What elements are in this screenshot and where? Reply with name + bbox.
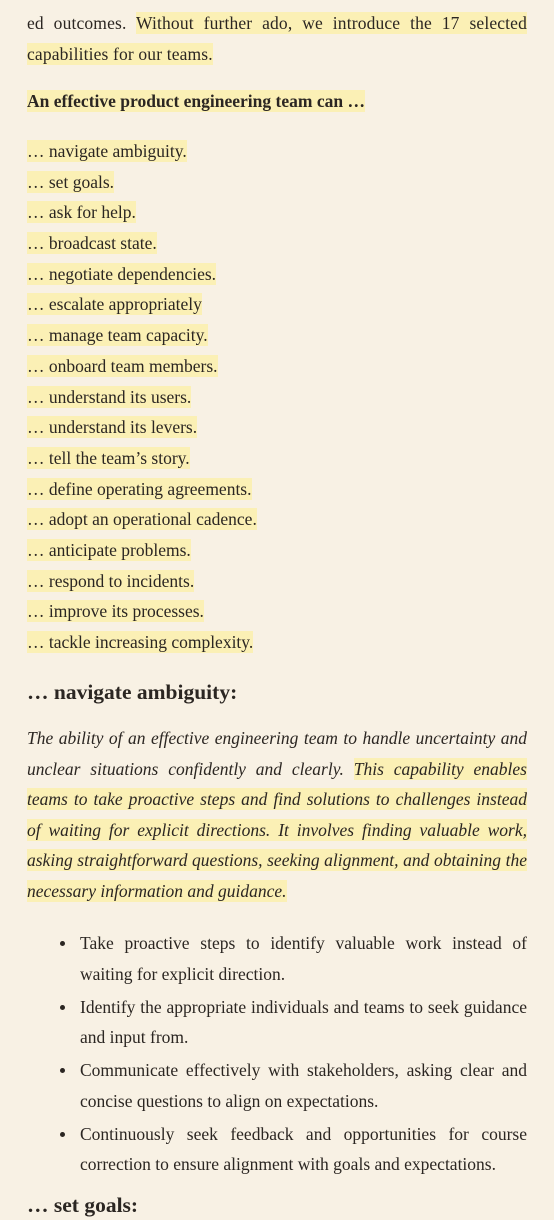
list-item: … respond to incidents.: [27, 570, 195, 591]
list-item: … define operating agreements.: [27, 478, 252, 499]
list-item: … negotiate dependencies.: [27, 263, 217, 284]
list-item: … navigate ambiguity.: [27, 141, 187, 161]
list-item: … manage team capacity.: [27, 325, 208, 346]
list-item: … ask for help.: [27, 202, 136, 223]
next-section-heading: [27, 1190, 327, 1217]
list-item: … tell the team’s story.: [27, 447, 190, 468]
list-lead-heading-text: An effective product engineering team can …: [27, 91, 365, 111]
capability-definition: [27, 723, 527, 906]
intro-paragraph: [27, 8, 527, 70]
definition-text-highlighted: This capability enables teams to take proactive steps and find solutions to challenges instead of waiting for explicit directions. It involves finding valuable work, asking straightforward questions, seeking alignment, and obtaining the necessary information and guidance.: [27, 758, 527, 901]
list-item: … onboard team members.: [27, 355, 218, 376]
next-section-heading-text: … set goals:: [27, 1193, 139, 1217]
list-item: … tackle increasing complexity.: [27, 632, 254, 652]
list-item: … adopt an operational cadence.: [27, 509, 257, 530]
list-item: … set goals.: [27, 171, 115, 192]
list-item: … anticipate problems.: [27, 539, 191, 560]
bullet-dot-icon: [60, 941, 65, 946]
list-item: … understand its users.: [27, 386, 192, 407]
bullet-item: Communicate effectively with stakeholders, asking clear and concise questions to align on expectations.: [60, 1055, 527, 1116]
bullet-item: Identify the appropriate individuals and teams to seek guidance and input from.: [60, 992, 527, 1053]
bullet-item: Take proactive steps to identify valuable work instead of waiting for explicit direction.: [60, 928, 527, 989]
list-lead-heading: [27, 88, 365, 114]
list-item: … improve its processes.: [27, 601, 204, 622]
intro-text-highlighted: Without further ado, we introduce the 17 selected capabilities for our teams.: [27, 13, 527, 64]
capabilities-list: [27, 138, 257, 660]
list-item: … escalate appropriately: [27, 294, 202, 315]
list-item: … broadcast state.: [27, 233, 157, 254]
bullet-dot-icon: [60, 1132, 65, 1137]
bullet-dot-icon: [60, 1005, 65, 1010]
bullet-item: Continuously seek feedback and opportunities for course correction to ensure alignment with goals and expectations.: [60, 1119, 527, 1180]
intro-text-plain: ed outcomes.: [27, 13, 127, 33]
section-heading: … navigate ambiguity:: [27, 680, 238, 704]
definition-text-plain: The ability of an effective engineering team to handle uncertainty and unclear situations confidently and clearly.: [27, 728, 527, 779]
bullet-dot-icon: [60, 1068, 65, 1073]
list-item: … understand its levers.: [27, 417, 198, 438]
capability-bullets: [60, 928, 527, 1182]
